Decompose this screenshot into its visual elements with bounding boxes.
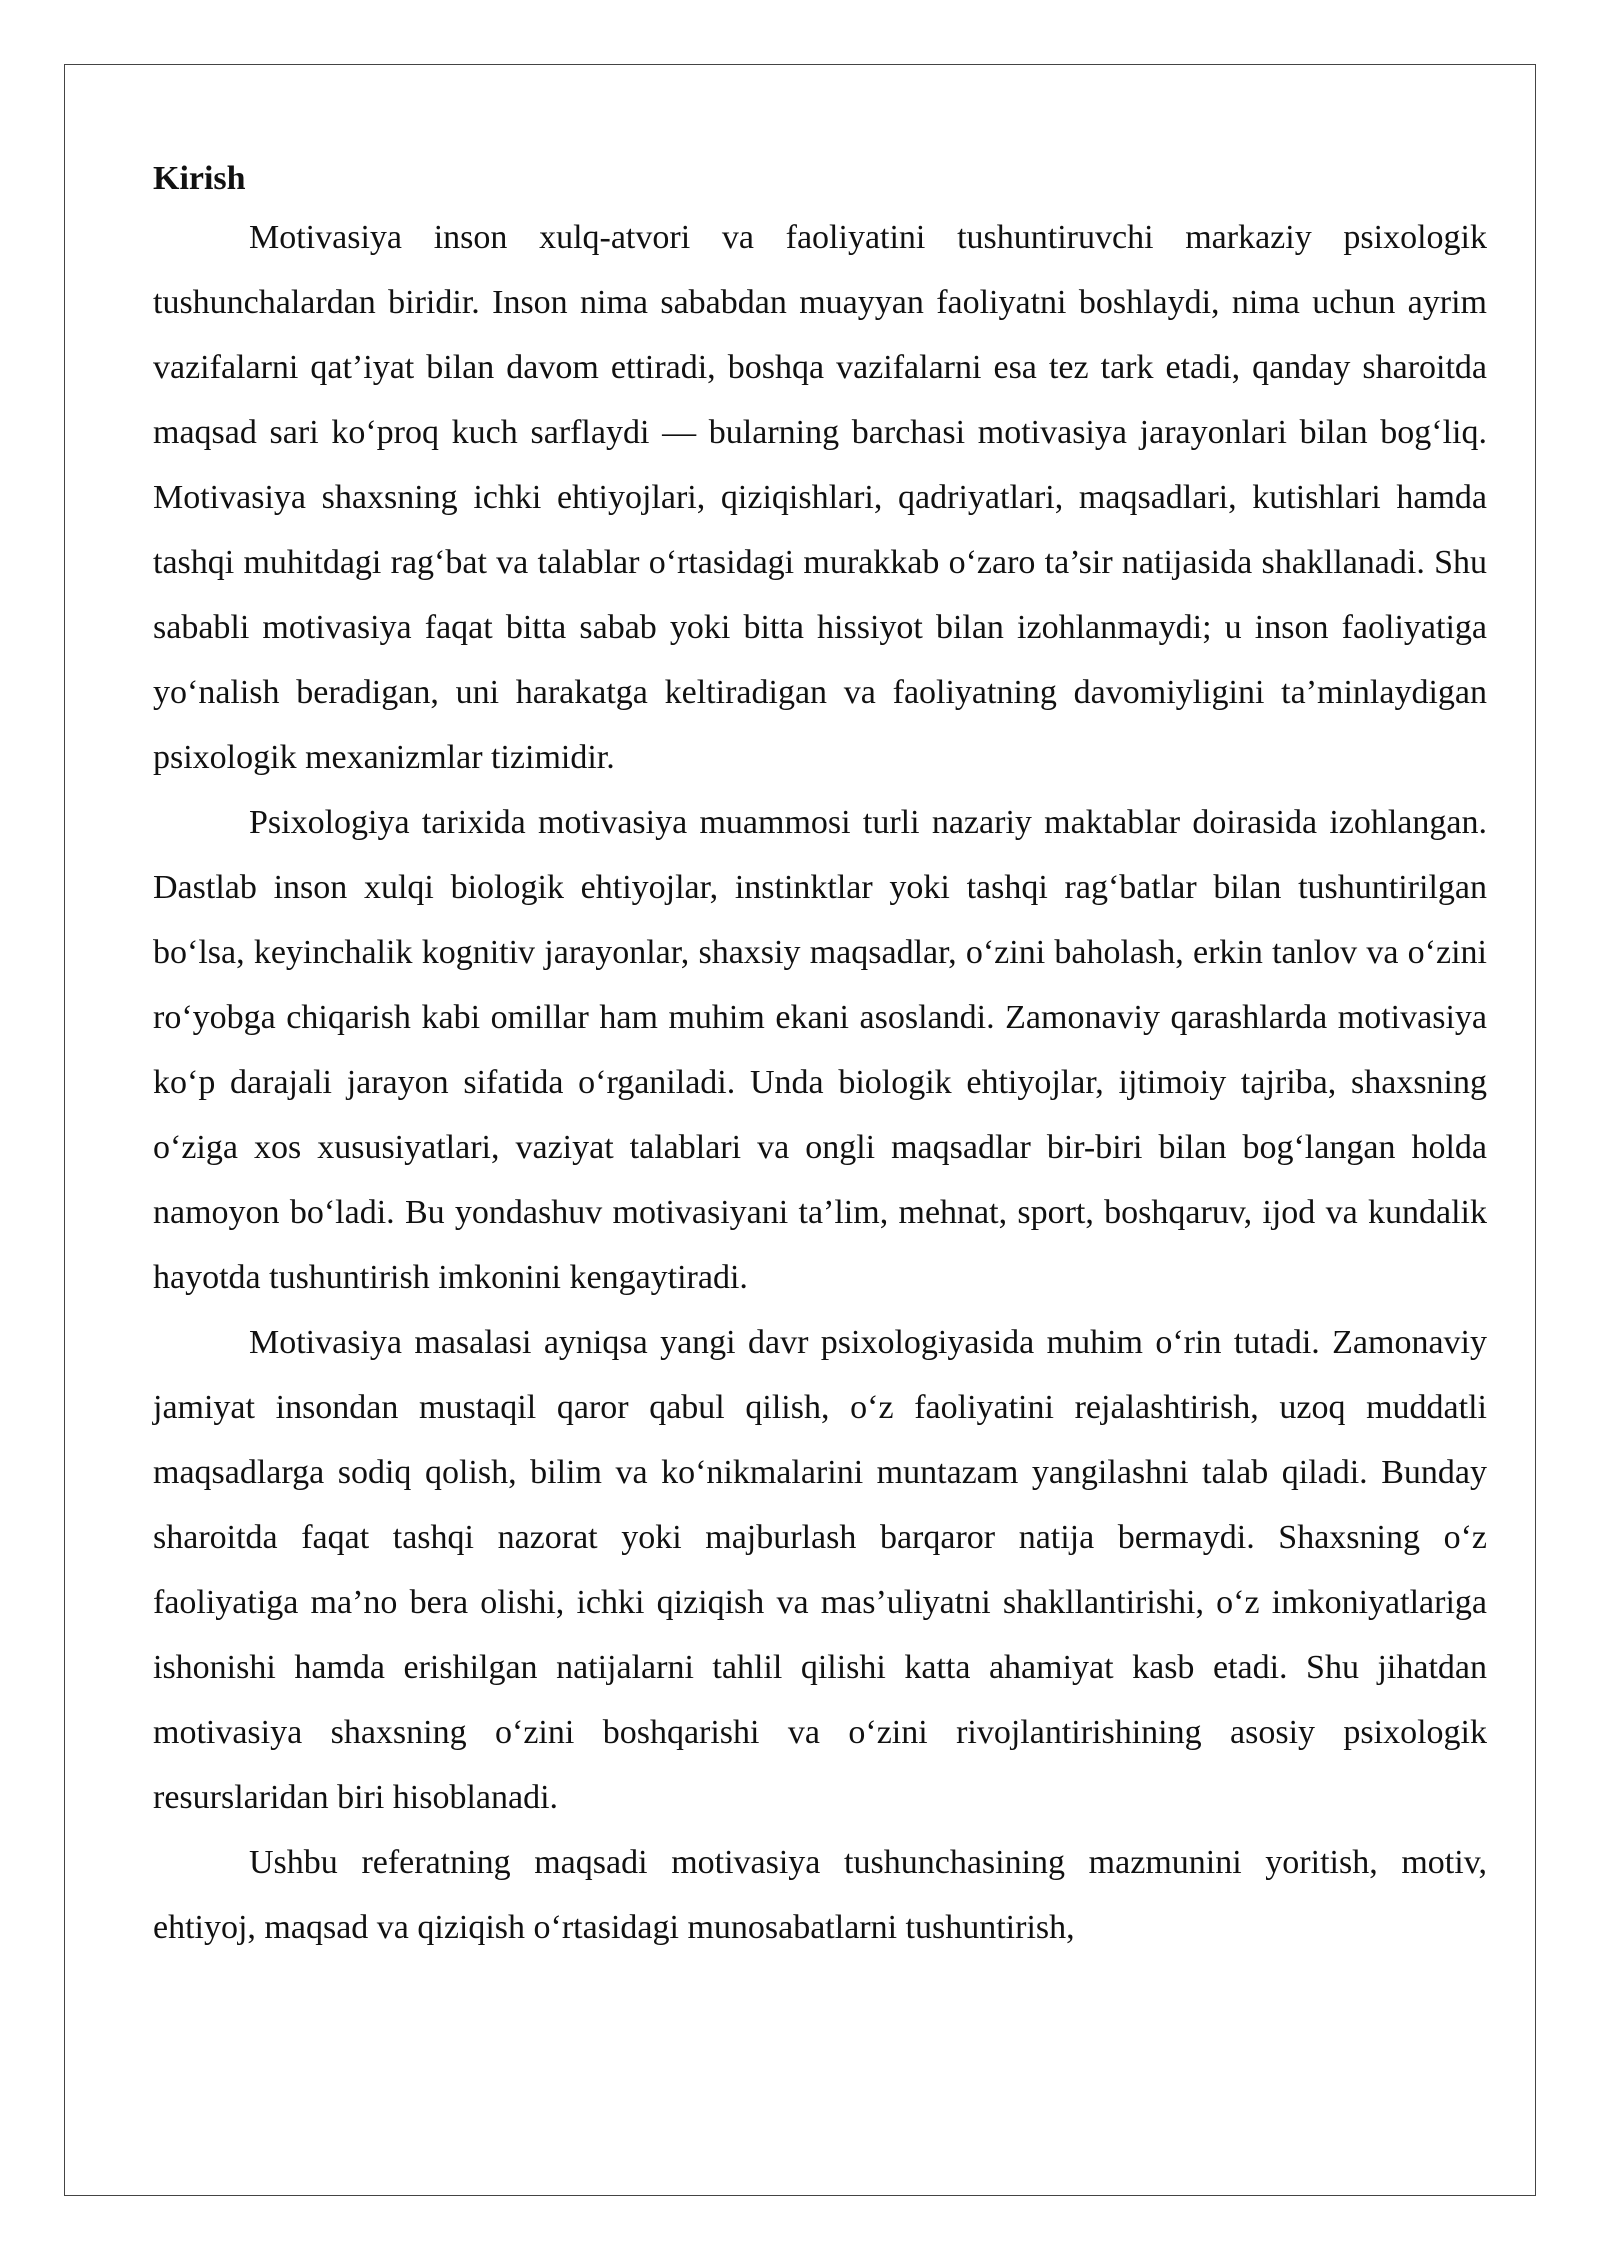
paragraph: Motivasiya inson xulq-atvori va faoliyatini tushuntiruvchi markaziy psixologik tushunchalardan biridir. Inson nima sababdan muayyan faoliyatni boshlaydi, nima uchun ayrim vazifalarni qat’iyat bilan davom ettiradi, boshqa vazifalarni esa tez tark etadi, qanday sharoitda maqsad sari ko‘proq kuch sarflaydi — bularning barchasi motivasiya jarayonlari bilan bog‘liq. Motivasiya shaxsning ichki ehtiyojlari, qiziqishlari, qadriyatlari, maqsadlari, kutishlari hamda tashqi muhitdagi rag‘bat va talablar o‘rtasidagi murakkab o‘zaro ta’sir natijasida shakllanadi. Shu sababli motivasiya faqat bitta sabab yoki bitta hissiyot bilan izohlanmaydi; u inson faoliyatiga yo‘nalish beradigan, uni harakatga keltiradigan va faoliyatning davomiyligini ta’minlaydigan psixologik mexanizmlar tizimidir. xyxy=(153,219,1487,776)
document-body xyxy=(153,155,1487,1960)
section-heading: Kirish xyxy=(153,160,246,197)
paragraph: Psixologiya tarixida motivasiya muammosi turli nazariy maktablar doirasida izohlangan. Dastlab inson xulqi biologik ehtiyojlar, instinktlar yoki tashqi rag‘batlar bilan tushuntirilgan bo‘lsa, keyinchalik kognitiv jarayonlar, shaxsiy maqsadlar, o‘zini baholash, erkin tanlov va o‘zini ro‘yobga chiqarish kabi omillar ham muhim ekani asoslandi. Zamonaviy qarashlarda motivasiya ko‘p darajali jarayon sifatida o‘rganiladi. Unda biologik ehtiyojlar, ijtimoiy tajriba, shaxsning o‘ziga xos xususiyatlari, vaziyat talablari va ongli maqsadlar bir-biri bilan bog‘langan holda namoyon bo‘ladi. Bu yondashuv motivasiyani ta’lim, mehnat, sport, boshqaruv, ijod va kundalik hayotda tushuntirish imkonini kengaytiradi. xyxy=(153,804,1487,1296)
paragraph: Motivasiya masalasi ayniqsa yangi davr psixologiyasida muhim o‘rin tutadi. Zamonaviy jamiyat insondan mustaqil qaror qabul qilish, o‘z faoliyatini rejalashtirish, uzoq muddatli maqsadlarga sodiq qolish, bilim va ko‘nikmalarini muntazam yangilashni talab qiladi. Bunday sharoitda faqat tashqi nazorat yoki majburlash barqaror natija bermaydi. Shaxsning o‘z faoliyatiga ma’no bera olishi, ichki qiziqish va mas’uliyatni shakllantirishi, o‘z imkoniyatlariga ishonishi hamda erishilgan natijalarni tahlil qilishi katta ahamiyat kasb etadi. Shu jihatdan motivasiya shaxsning o‘zini boshqarishi va o‘zini rivojlantirishining asosiy psixologik resurslaridan biri hisoblanadi. xyxy=(153,1324,1487,1816)
paragraph: Ushbu referatning maqsadi motivasiya tushunchasining mazmunini yoritish, motiv, ehtiyoj, maqsad va qiziqish o‘rtasidagi munosabatlarni tushuntirish, xyxy=(153,1844,1487,1946)
